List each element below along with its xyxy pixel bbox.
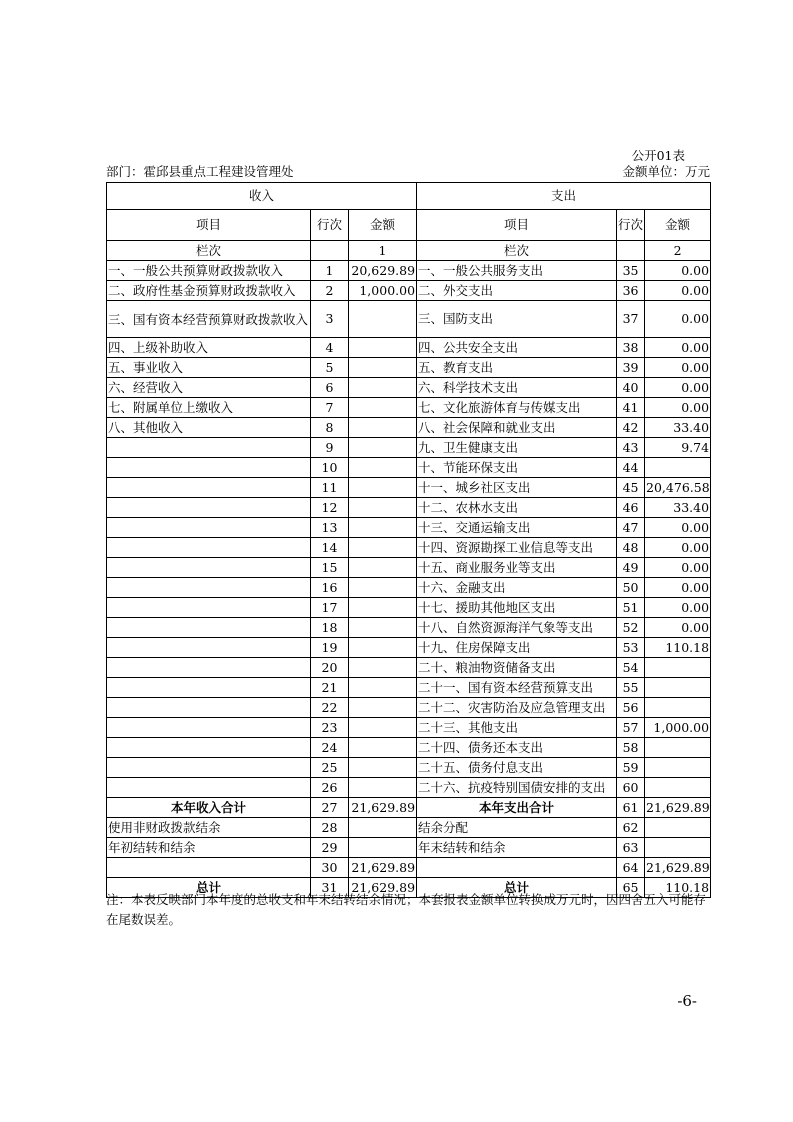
expense-item: 二、外交支出 (417, 281, 617, 301)
table-row (107, 858, 711, 878)
expense-row-no: 54 (617, 658, 645, 678)
income-row-no: 10 (311, 458, 349, 478)
amount-unit: 金额单位：万元 (622, 164, 710, 179)
expense-amount: 33.40 (645, 498, 711, 518)
table-row (107, 398, 711, 418)
income-item (107, 498, 311, 518)
expense-item: 十八、自然资源海洋气象等支出 (417, 618, 617, 638)
income-amount (349, 301, 417, 338)
income-row-no: 4 (311, 338, 349, 358)
income-row-no: 24 (311, 738, 349, 758)
expense-item: 十一、城乡社区支出 (417, 478, 617, 498)
income-amount: 1,000.00 (349, 281, 417, 301)
income-item (107, 718, 311, 738)
expense-row-no: 45 (617, 478, 645, 498)
table-row (107, 638, 711, 658)
expense-row-no: 43 (617, 438, 645, 458)
income-amount (349, 838, 417, 858)
table-row (107, 678, 711, 698)
income-item (107, 518, 311, 538)
income-amount: 21,629.89 (349, 878, 417, 898)
income-row-no: 25 (311, 758, 349, 778)
expense-item: 十、节能环保支出 (417, 458, 617, 478)
expense-item: 八、社会保障和就业支出 (417, 418, 617, 438)
expense-amount: 9.74 (645, 438, 711, 458)
expense-row-no: 51 (617, 598, 645, 618)
income-item (107, 658, 311, 678)
expense-row-no: 60 (617, 778, 645, 798)
income-item: 总计 (107, 878, 311, 898)
section-header-row (107, 183, 711, 210)
table-row (107, 261, 711, 281)
expense-item: 总计 (417, 878, 617, 898)
income-row-no: 29 (311, 838, 349, 858)
income-header: 收入 (107, 183, 417, 210)
column-header-row (107, 210, 711, 241)
expense-item: 四、公共安全支出 (417, 338, 617, 358)
expense-item: 五、教育支出 (417, 358, 617, 378)
expense-item: 十七、援助其他地区支出 (417, 598, 617, 618)
expense-row-no: 61 (617, 798, 645, 818)
expense-amount: 110.18 (645, 878, 711, 898)
income-item: 一、一般公共预算财政拨款收入 (107, 261, 311, 281)
expense-item: 十六、金融支出 (417, 578, 617, 598)
income-item: 二、政府性基金预算财政拨款收入 (107, 281, 311, 301)
table-row (107, 698, 711, 718)
expense-amount: 0.00 (645, 518, 711, 538)
income-row-no: 22 (311, 698, 349, 718)
expense-item: 二十、粮油物资储备支出 (417, 658, 617, 678)
expense-item: 本年支出合计 (417, 798, 617, 818)
income-amount (349, 378, 417, 398)
income-row-no: 15 (311, 558, 349, 578)
income-row-no: 8 (311, 418, 349, 438)
expense-amount (645, 458, 711, 478)
table-row (107, 838, 711, 858)
expense-amount: 33.40 (645, 418, 711, 438)
income-row-no: 16 (311, 578, 349, 598)
income-amount (349, 338, 417, 358)
income-amount (349, 538, 417, 558)
expense-amount: 0.00 (645, 578, 711, 598)
income-row-no: 21 (311, 678, 349, 698)
expense-item: 十四、资源勘探工业信息等支出 (417, 538, 617, 558)
expense-row-no: 53 (617, 638, 645, 658)
table-row (107, 558, 711, 578)
expense-row-no: 37 (617, 301, 645, 338)
expense-item: 十九、住房保障支出 (417, 638, 617, 658)
column-order-label: 栏次 (417, 241, 617, 261)
expense-row-no: 40 (617, 378, 645, 398)
expense-item (417, 858, 617, 878)
income-row-no: 17 (311, 598, 349, 618)
table-row (107, 301, 711, 338)
income-amount: 21,629.89 (349, 798, 417, 818)
income-row-no: 20 (311, 658, 349, 678)
table-row (107, 338, 711, 358)
income-amount (349, 758, 417, 778)
expense-row-no: 64 (617, 858, 645, 878)
expense-header: 支出 (417, 183, 711, 210)
table-row (107, 438, 711, 458)
table-row (107, 758, 711, 778)
expense-row-no: 47 (617, 518, 645, 538)
table-row (107, 458, 711, 478)
table-row (107, 618, 711, 638)
income-amount (349, 498, 417, 518)
expense-amount: 21,629.89 (645, 858, 711, 878)
income-row-no: 23 (311, 718, 349, 738)
table-row (107, 578, 711, 598)
expense-row-no: 63 (617, 838, 645, 858)
income-row-no: 19 (311, 638, 349, 658)
income-row-no: 6 (311, 378, 349, 398)
expense-item: 十二、农林水支出 (417, 498, 617, 518)
expense-amount (645, 738, 711, 758)
budget-summary-table (106, 182, 711, 898)
expense-amount: 21,629.89 (645, 798, 711, 818)
income-amount (349, 638, 417, 658)
income-row-no: 13 (311, 518, 349, 538)
income-item (107, 758, 311, 778)
income-item: 使用非财政拨款结余 (107, 818, 311, 838)
expense-amount: 0.00 (645, 301, 711, 338)
expense-item: 六、科学技术支出 (417, 378, 617, 398)
expense-item: 三、国防支出 (417, 301, 617, 338)
col-header-amount: 金额 (349, 210, 417, 241)
table-row (107, 518, 711, 538)
income-amount (349, 618, 417, 638)
income-item (107, 538, 311, 558)
income-item (107, 458, 311, 478)
income-row-no: 3 (311, 301, 349, 338)
expense-amount: 0.00 (645, 618, 711, 638)
expense-item: 九、卫生健康支出 (417, 438, 617, 458)
income-amount (349, 418, 417, 438)
expense-item: 七、文化旅游体育与传媒支出 (417, 398, 617, 418)
expense-row-no: 39 (617, 358, 645, 378)
empty-cell (617, 241, 645, 261)
income-row-no: 7 (311, 398, 349, 418)
income-item: 本年收入合计 (107, 798, 311, 818)
income-row-no: 31 (311, 878, 349, 898)
table-row (107, 818, 711, 838)
expense-amount: 0.00 (645, 338, 711, 358)
col-header-item: 项目 (417, 210, 617, 241)
expense-amount: 0.00 (645, 538, 711, 558)
expense-amount: 0.00 (645, 261, 711, 281)
expense-item: 二十四、债务还本支出 (417, 738, 617, 758)
income-amount (349, 698, 417, 718)
expense-amount (645, 778, 711, 798)
col-header-row-no: 行次 (617, 210, 645, 241)
income-row-no: 14 (311, 538, 349, 558)
income-item (107, 478, 311, 498)
header-line (106, 164, 710, 180)
expense-item: 十五、商业服务业等支出 (417, 558, 617, 578)
income-row-no: 5 (311, 358, 349, 378)
expense-item: 年末结转和结余 (417, 838, 617, 858)
income-item: 四、上级补助收入 (107, 338, 311, 358)
column-order-row (107, 241, 711, 261)
table-row (107, 718, 711, 738)
income-item: 八、其他收入 (107, 418, 311, 438)
income-row-no: 18 (311, 618, 349, 638)
expense-row-no: 41 (617, 398, 645, 418)
expense-row-no: 44 (617, 458, 645, 478)
expense-row-no: 35 (617, 261, 645, 281)
income-amount (349, 738, 417, 758)
income-row-no: 1 (311, 261, 349, 281)
income-amount (349, 658, 417, 678)
table-row (107, 478, 711, 498)
expense-amount: 1,000.00 (645, 718, 711, 738)
expense-amount: 0.00 (645, 558, 711, 578)
expense-row-no: 52 (617, 618, 645, 638)
income-item (107, 438, 311, 458)
expense-amount: 0.00 (645, 398, 711, 418)
income-amount (349, 458, 417, 478)
table-row (107, 598, 711, 618)
table-row (107, 538, 711, 558)
income-amount (349, 358, 417, 378)
expense-amount (645, 658, 711, 678)
expense-row-no: 56 (617, 698, 645, 718)
expense-row-no: 57 (617, 718, 645, 738)
income-amount (349, 578, 417, 598)
income-row-no: 27 (311, 798, 349, 818)
expense-item: 一、一般公共服务支出 (417, 261, 617, 281)
empty-cell (311, 241, 349, 261)
table-row (107, 498, 711, 518)
income-column-no: 1 (349, 241, 417, 261)
expense-row-no: 46 (617, 498, 645, 518)
expense-amount (645, 818, 711, 838)
income-row-no: 28 (311, 818, 349, 838)
income-amount (349, 818, 417, 838)
table-row (107, 738, 711, 758)
department-name: 部门：霍邱县重点工程建设管理处 (106, 164, 294, 179)
table-row (107, 378, 711, 398)
income-row-no: 11 (311, 478, 349, 498)
income-amount: 21,629.89 (349, 858, 417, 878)
expense-row-no: 38 (617, 338, 645, 358)
income-item (107, 738, 311, 758)
col-header-item: 项目 (107, 210, 311, 241)
expense-amount: 0.00 (645, 598, 711, 618)
income-item: 三、国有资本经营预算财政拨款收入 (107, 301, 311, 338)
income-item (107, 858, 311, 878)
income-amount (349, 478, 417, 498)
income-item (107, 598, 311, 618)
expense-row-no: 49 (617, 558, 645, 578)
expense-item: 二十二、灾害防治及应急管理支出 (417, 698, 617, 718)
expense-amount: 0.00 (645, 358, 711, 378)
expense-item: 十三、交通运输支出 (417, 518, 617, 538)
income-item: 五、事业收入 (107, 358, 311, 378)
table-code: 公开01表 (631, 148, 685, 163)
income-amount: 20,629.89 (349, 261, 417, 281)
expense-row-no: 58 (617, 738, 645, 758)
expense-amount: 0.00 (645, 378, 711, 398)
expense-amount: 0.00 (645, 281, 711, 301)
income-item (107, 638, 311, 658)
income-item (107, 558, 311, 578)
income-item (107, 698, 311, 718)
expense-row-no: 42 (617, 418, 645, 438)
income-item: 七、附属单位上缴收入 (107, 398, 311, 418)
income-row-no: 2 (311, 281, 349, 301)
expense-row-no: 59 (617, 758, 645, 778)
expense-item: 二十五、债务付息支出 (417, 758, 617, 778)
expense-row-no: 62 (617, 818, 645, 838)
income-amount (349, 398, 417, 418)
income-amount (349, 518, 417, 538)
expense-amount (645, 838, 711, 858)
expense-item: 二十三、其他支出 (417, 718, 617, 738)
income-amount (349, 438, 417, 458)
income-amount (349, 778, 417, 798)
table-row (107, 778, 711, 798)
col-header-row-no: 行次 (311, 210, 349, 241)
expense-amount: 20,476.58 (645, 478, 711, 498)
income-amount (349, 598, 417, 618)
expense-amount (645, 678, 711, 698)
expense-item: 二十六、抗疫特别国债安排的支出 (417, 778, 617, 798)
expense-row-no: 48 (617, 538, 645, 558)
expense-row-no: 65 (617, 878, 645, 898)
income-amount (349, 678, 417, 698)
expense-item: 二十一、国有资本经营预算支出 (417, 678, 617, 698)
expense-item: 结余分配 (417, 818, 617, 838)
expense-amount (645, 698, 711, 718)
income-item (107, 778, 311, 798)
expense-row-no: 36 (617, 281, 645, 301)
income-item: 年初结转和结余 (107, 838, 311, 858)
col-header-amount: 金额 (645, 210, 711, 241)
table-row (107, 658, 711, 678)
income-row-no: 9 (311, 438, 349, 458)
table-row (107, 281, 711, 301)
income-row-no: 12 (311, 498, 349, 518)
expense-row-no: 55 (617, 678, 645, 698)
table-row (107, 358, 711, 378)
income-amount (349, 558, 417, 578)
expense-amount: 110.18 (645, 638, 711, 658)
income-row-no: 30 (311, 858, 349, 878)
income-item (107, 618, 311, 638)
expense-column-no: 2 (645, 241, 711, 261)
table-row (107, 418, 711, 438)
expense-amount (645, 758, 711, 778)
expense-row-no: 50 (617, 578, 645, 598)
income-row-no: 26 (311, 778, 349, 798)
income-item (107, 678, 311, 698)
income-amount (349, 718, 417, 738)
income-item: 六、经营收入 (107, 378, 311, 398)
footnote: 注：本表反映部门本年度的总收支和年末结转结余情况；本套报表金额单位转换成万元时，因四舍五入可能存在尾数误差。 (106, 892, 707, 927)
page-number: -6- (677, 992, 697, 1010)
subtotal-row (107, 798, 711, 818)
column-order-label: 栏次 (107, 241, 311, 261)
income-item (107, 578, 311, 598)
